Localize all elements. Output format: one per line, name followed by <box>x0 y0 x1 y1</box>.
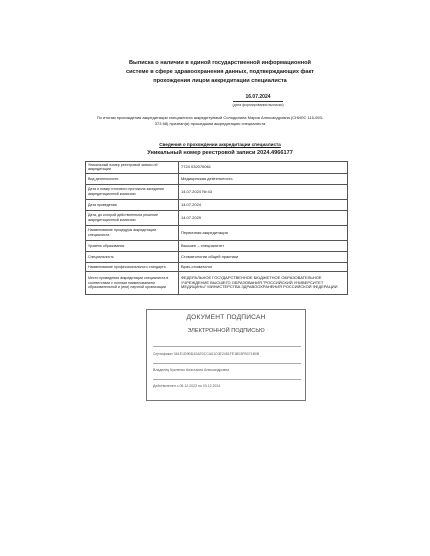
row-value: ФЕДЕРАЛЬНОЕ ГОСУДАРСТВЕННОЕ БЮДЖЕТНОЕ ОБРАЗОВАТЕЛЬНОЕ УЧРЕЖДЕНИЕ ВЫСШЕГО ОБРАЗОВАНИЯ "РОССИЙСКИЙ УНИВЕРСИТЕТ МЕДИЦИНЫ" МИНИСТЕРСТВА ЗДРАВООХРАНЕНИЯ РОССИЙСКОЙ ФЕДЕРАЦИИ <box>179 271 348 294</box>
stamp-title: ДОКУМЕНТ ПОДПИСАН <box>186 314 266 321</box>
stamp-certificate: Сертификат 361E1D9BD42AE0CCA61C0E2451FE1B03FB071B0B <box>153 352 260 356</box>
stamp-subtitle: ЭЛЕКТРОННОЙ ПОДПИСЬЮ <box>187 328 265 334</box>
intro-line: 373 68) признан(а) прошедшим аккредитацию специалиста <box>154 121 266 126</box>
table-row <box>86 173 348 184</box>
stamp-validity: Действителен с 05.12.2023 по 03.12.2024 <box>153 384 221 388</box>
table-row <box>86 240 348 251</box>
table-row <box>86 225 348 240</box>
accreditation-table <box>85 161 348 295</box>
issue-date-caption: (дата формирования выписки) <box>232 103 284 107</box>
stamp-divider <box>153 363 301 364</box>
row-value: 7724 032076061 <box>179 162 348 174</box>
stamp-owner: Владелец Кукленко Анастасия Александровна <box>153 368 230 372</box>
row-value: Стоматология общей практики <box>179 251 348 262</box>
row-label: Дата, до которой действительна решение аккредитационной комиссии <box>86 210 179 225</box>
registry-number: Уникальный номер реестровой записи 2024.4966177 <box>147 150 293 156</box>
table-row <box>86 199 348 210</box>
table-row <box>86 184 348 199</box>
row-label: Уникальный номер реестровой записи об аккредитации <box>86 162 179 174</box>
section-title: Сведения о прохождении аккредитации специалиста <box>159 142 281 147</box>
row-label: Наименование профессионального стандарта <box>86 262 179 271</box>
row-label: Вид деятельности <box>86 173 179 184</box>
electronic-signature-stamp <box>146 309 306 401</box>
table-row <box>86 162 348 174</box>
title-line: прохождения лицом аккредитации специалиста <box>153 78 287 84</box>
row-label: Специальность <box>86 251 179 262</box>
row-value: 14.07.2024 № 43 <box>179 184 348 199</box>
row-label: Наименование процедуры аккредитации специалиста <box>86 225 179 240</box>
document-title <box>100 59 340 86</box>
stamp-divider <box>153 346 301 347</box>
row-value: Первичная аккредитация <box>179 225 348 240</box>
intro-line: По итогам прохождения аккредитации специалиста аккредитуемый Солодилина Мария Александровна (СНИЛС 115-593- <box>96 115 324 120</box>
issue-date: 16.07.2024 <box>233 94 283 102</box>
table-row <box>86 251 348 262</box>
row-value: 14.07.2024 <box>179 199 348 210</box>
row-value: Врач-стоматолог <box>179 262 348 271</box>
row-value: Высшее – специалитет <box>179 240 348 251</box>
intro-paragraph <box>80 115 340 127</box>
stamp-divider <box>153 379 301 380</box>
row-label: Место проведения аккредитации специалиста в соответствии с полным наименованием образовательной и (или) научной организации <box>86 271 179 294</box>
table-row <box>86 262 348 271</box>
title-line: системе в сфере здравоохранения данных, подтверждающих факт <box>125 69 315 75</box>
row-label: Дата и номер итогового протокола заседания аккредитационной комиссии <box>86 184 179 199</box>
table-row <box>86 271 348 294</box>
row-label: Уровень образования <box>86 240 179 251</box>
row-value: 14.07.2029 <box>179 210 348 225</box>
row-value: Медицинская деятельность <box>179 173 348 184</box>
table-row <box>86 210 348 225</box>
title-line: Выписка о наличии в единой государственной информационной <box>129 60 311 66</box>
row-label: Дата проведения <box>86 199 179 210</box>
